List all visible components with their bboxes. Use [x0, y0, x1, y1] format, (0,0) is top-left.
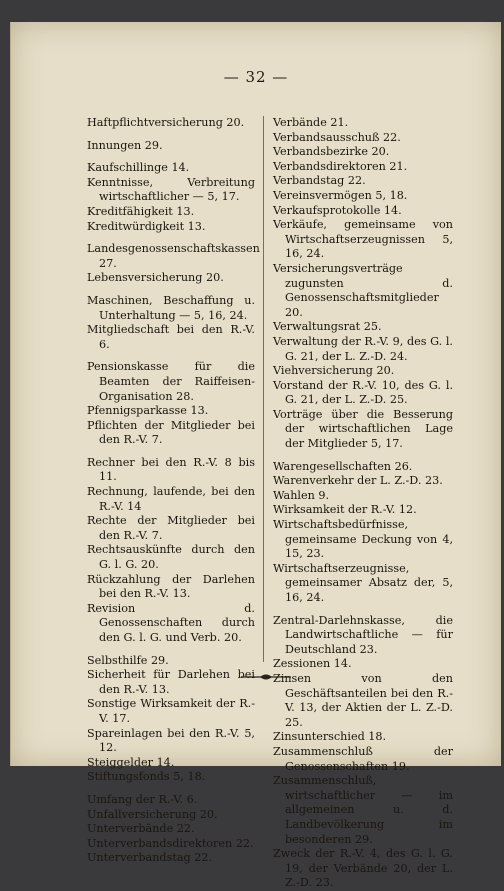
index-entry: Verwaltungsrat 25.: [273, 320, 382, 334]
index-entry: Spareinlagen bei den R.-V. 5, 12.: [87, 726, 255, 755]
index-entry: Vorträge über die Besserung der wirtschaftlichen Lage der Mitglieder 5, 17.: [273, 407, 453, 451]
index-entry: Kreditwürdigkeit 13.: [87, 219, 206, 233]
index-entry: Zweck der R.-V. 4, des G. l. G. 19, der Verbände 20, der L. Z.-D. 23.: [273, 847, 453, 890]
group-gap: [273, 452, 453, 460]
index-entry: Wirtschaftserzeugnisse, gemeinsamer Absatz der, 5, 16, 24.: [273, 561, 453, 604]
book-page: [10, 22, 501, 890]
index-entry: Selbsthilfe 29.: [87, 653, 169, 667]
index-entry: Haftpflichtversicherung 20.: [87, 116, 245, 129]
index-entry: Zinsunterschied 18.: [273, 730, 387, 744]
index-entry: Vereinsvermögen 5, 18.: [273, 188, 408, 202]
index-entry: Zusammenschluß der Genossenschaften 19.: [273, 744, 453, 773]
index-entry: Pfennigsparkasse 13.: [87, 404, 209, 418]
index-entry: Pflichten der Mitglieder bei den R.-V. 7.: [87, 418, 255, 447]
index-entry: Stiftungsfonds 5, 18.: [87, 770, 206, 784]
index-entry: Lebensversicherung 20.: [87, 271, 224, 285]
page-number: — 32 —: [223, 68, 289, 86]
column-divider: [263, 116, 264, 662]
index-entry: Steiggelder 14.: [87, 755, 175, 769]
group-gap: [87, 785, 255, 793]
index-entry: Viehversicherung 20.: [273, 364, 395, 378]
index-entry: Revision d. Genossenschaften durch den G. l. G. und Verb. 20.: [87, 601, 255, 644]
index-entry: Umfang der R.-V. 6.: [87, 792, 198, 806]
index-entry: Unterverbände 22.: [87, 822, 195, 836]
group-gap: [87, 286, 255, 294]
index-entry: Kreditfähigkeit 13.: [87, 204, 195, 218]
ornament-rule-icon: [241, 670, 291, 684]
index-entry: Verkaufsprotokolle 14.: [273, 203, 402, 217]
index-entry: Sonstige Wirksamkeit der R.-V. 17.: [87, 697, 255, 725]
index-entry: Zessionen 14.: [273, 657, 352, 671]
index-entry: Verbandsbezirke 20.: [273, 145, 390, 159]
index-entry: Warenverkehr der L. Z.-D. 23.: [273, 474, 443, 488]
index-entry: Verwaltung der R.-V. 9, des G. l. G. 21, der L. Z.-D. 24.: [273, 334, 453, 363]
index-entry: Wahlen 9.: [273, 488, 330, 502]
group-gap: [87, 131, 255, 139]
index-entry: Mitgliedschaft bei den R.-V. 6.: [87, 323, 255, 351]
index-entry: Verbände 21.: [273, 116, 349, 129]
index-entry: Zusammenschluß, wirtschaftlicher — im allgemeinen u. d. Landbevölkerung im besonderen 29.: [273, 774, 453, 846]
group-gap: [87, 448, 255, 456]
index-entry: Versicherungsverträge zugunsten d. Genossenschaftsmitglieder 20.: [273, 261, 453, 319]
index-entry: Innungen 29.: [87, 138, 163, 152]
index-entry: Pensionskasse für die Beamten der Raiffeisen-Organisation 28.: [87, 360, 255, 403]
index-entry: Wirksamkeit der R.-V. 12.: [273, 503, 417, 517]
index-column-left: [87, 116, 260, 866]
index-entry: Unterverbandsdirektoren 22.: [87, 836, 254, 850]
index-entry: Rechner bei den R.-V. 8 bis 11.: [87, 455, 255, 484]
index-entry: Rechtsauskünfte durch den G. l. G. 20.: [87, 543, 255, 572]
index-entry: Maschinen, Beschaffung u. Unterhaltung — 5, 16, 24.: [87, 293, 255, 322]
group-gap: [273, 606, 453, 614]
index-entry: Verbandsdirektoren 21.: [273, 159, 408, 173]
group-gap: [87, 352, 255, 360]
index-entry: Kaufschillinge 14.: [87, 161, 190, 175]
index-entry: Wirtschaftsbedürfnisse, gemeinsame Deckung von 4, 15, 23.: [273, 518, 453, 561]
index-entry: Rechnung, laufende, bei den R.-V. 14: [87, 485, 255, 513]
index-entry: Kenntnisse, Verbreitung wirtschaftlicher — 5, 17.: [87, 175, 255, 204]
index-entry: Zinsen von den Geschäftsanteilen bei den R.-V. 13, der Aktien der L. Z.-D. 25.: [273, 671, 453, 729]
index-entry: Rechte der Mitglieder bei den R.-V. 7.: [87, 514, 255, 542]
index-entry: Unterverbandstag 22.: [87, 851, 213, 865]
index-column-right: [273, 116, 453, 891]
index-entry: Landesgenossenschaftskassen 27.: [87, 242, 260, 270]
group-gap: [87, 234, 255, 242]
index-entry: Verbandstag 22.: [273, 174, 366, 188]
index-entry: Verbandsausschuß 22.: [273, 130, 401, 144]
index-entry: Verkäufe, gemeinsame von Wirtschaftserzeugnissen 5, 16, 24.: [273, 218, 453, 261]
group-gap: [87, 646, 255, 654]
index-entry: Vorstand der R.-V. 10, des G. l. G. 21, der L. Z.-D. 25.: [273, 378, 453, 407]
index-entry: Sicherheit für Darlehen bei den R.-V. 13.: [87, 668, 255, 696]
group-gap: [87, 153, 255, 161]
index-entry: Rückzahlung der Darlehen bei den R.-V. 13.: [87, 572, 255, 601]
index-entry: Zentral-Darlehnskasse, die Landwirtschaftliche — für Deutschland 23.: [273, 613, 453, 656]
index-entry: Warengesellschaften 26.: [273, 459, 413, 473]
index-entry: Unfallversicherung 20.: [87, 807, 218, 821]
